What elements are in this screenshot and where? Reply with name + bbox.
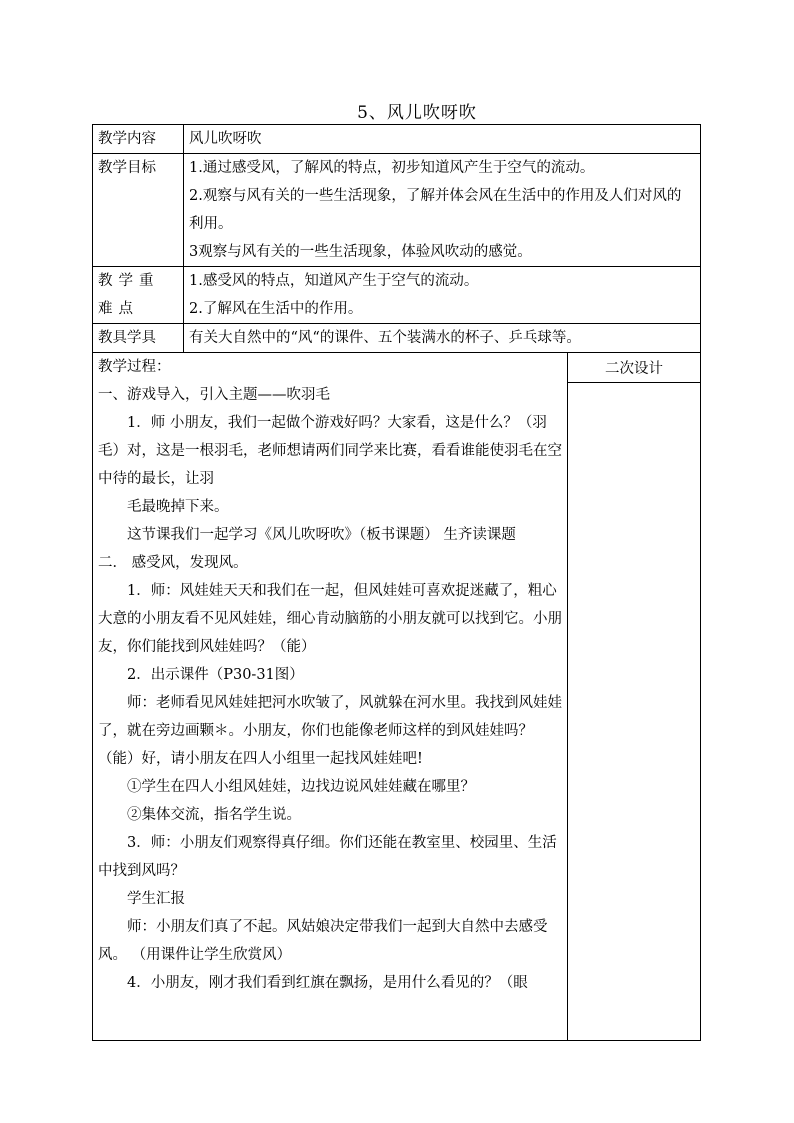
value-key-points [184,267,701,324]
process-line: 1．师：风娃娃天天和我们在一起，但风娃娃可喜欢捉迷藏了，粗心大意的小朋友看不见风娃娃，细心肯动脑筋的小朋友就可以找到它。小朋友，你们能找到风娃娃吗？（能） [98,583,562,655]
process-line: 3．师：小朋友们观察得真仔细。你们还能在教室里、校园里、生活中找到风吗？ [98,835,557,879]
process-line: 师：小朋友们真了不起。风姑娘决定带我们一起到大自然中去感受风。 （用课件让学生欣赏风） [98,919,548,963]
label-content: 教学内容 [93,125,184,154]
value-tools: 有关大自然中的“风“的课件、五个装满水的杯子、乒乓球等。 [184,324,701,353]
goal-item: 3观察与风有关的一些生活现象，体验风吹动的感觉。 [189,244,532,260]
process-body [93,353,568,1040]
row-process [93,353,701,1041]
process-line: 二． 感受风，发现风。 [98,555,248,571]
process-header: 教学过程： [98,359,171,375]
second-design-column [568,353,700,1040]
row-goals [93,154,701,267]
label-key-points: 教学重难点 [93,267,184,324]
value-goals [184,154,701,267]
label-goals: 教学目标 [93,154,184,267]
row-tools [93,324,701,353]
process-cell [93,353,701,1041]
value-content: 风儿吹呀吹 [184,125,701,154]
label-tools: 教具学具 [93,324,184,353]
key-item: 2.了解风在生活中的作用。 [189,301,363,317]
second-design-header: 二次设计 [568,356,700,383]
row-content [93,125,701,154]
process-line: 1．师 小朋友，我们一起做个游戏好吗？大家看，这是什么？（羽毛）对，这是一根羽毛，老师想请两们同学来比赛，看看谁能使羽毛在空中待的最长，让羽 [98,415,562,487]
process-line: 2．出示课件（P30-31图） [127,667,304,683]
goal-item: 1.通过感受风，了解风的特点，初步知道风产生于空气的流动。 [189,160,595,176]
process-line: ②集体交流，指名学生说。 [127,807,301,823]
goal-item: 2.观察与风有关的一些生活现象，了解并体会风在生活中的作用及人们对风的利用。 [189,188,682,232]
process-line: ①学生在四人小组风娃娃，边找边说风娃娃藏在哪里？ [127,779,475,795]
lesson-plan-table [92,124,701,1041]
key-item: 1.感受风的特点，知道风产生于空气的流动。 [189,273,479,289]
page-title: 5、风儿吹呀吹 [357,103,477,123]
process-line: 毛最晚掉下来。 [127,499,229,515]
process-line: 学生汇报 [127,891,185,907]
process-line: 这节课我们一起学习《风儿吹呀吹》（板书课题） 生齐读课题 [127,527,516,543]
process-line: 4．小朋友，刚才我们看到红旗在飘扬，是用什么看见的？（眼 [127,975,528,991]
process-line: 一、游戏导入，引入主题——吹羽毛 [98,387,330,403]
process-line: 师：老师看见风娃娃把河水吹皱了，风就躲在河水里。我找到风娃娃了，就在旁边画颗＊。小朋友，你们也能像老师这样的到风娃娃吗？（能）好，请小朋友在四人小组里一起找风娃娃吧! [98,695,562,767]
row-key-points [93,267,701,324]
